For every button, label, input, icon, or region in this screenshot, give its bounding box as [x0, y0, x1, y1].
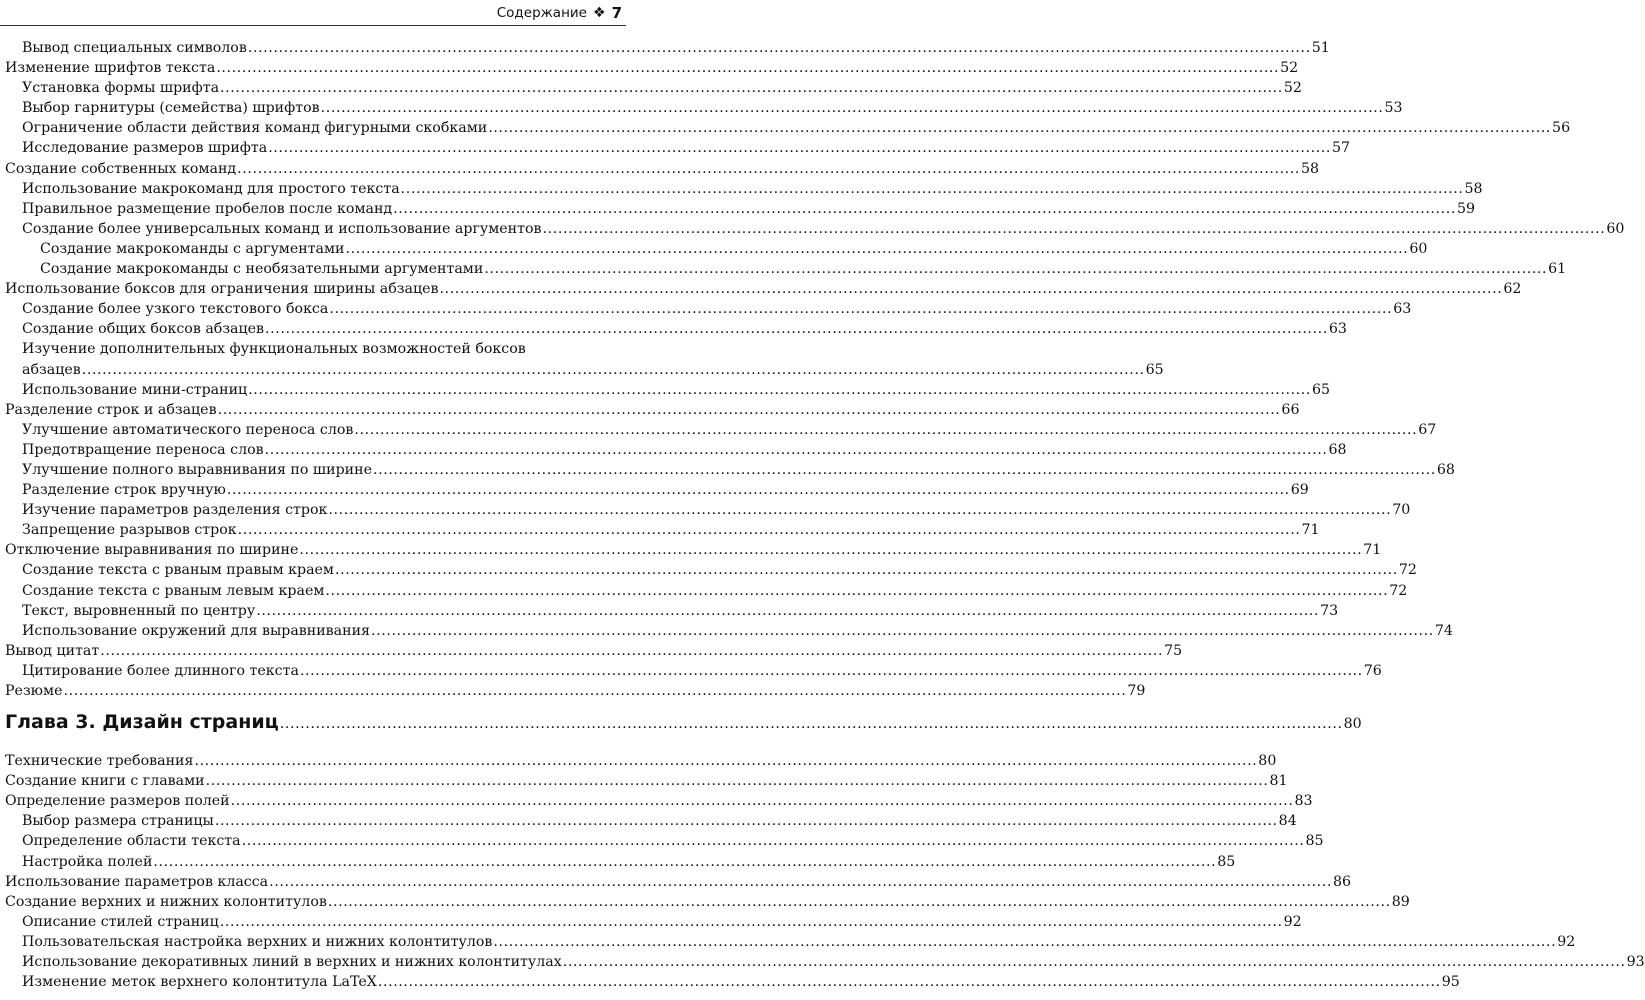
toc-entry-text: Текст, выровненный по центру — [22, 602, 256, 619]
toc-entry[interactable] — [5, 159, 1320, 179]
toc-entry-page: 67 — [1418, 421, 1437, 438]
toc-entry-page: 60 — [1409, 240, 1428, 257]
toc-entry-page: 68 — [1436, 461, 1455, 478]
toc-entry[interactable] — [5, 380, 1331, 400]
toc-entry[interactable] — [5, 560, 1417, 580]
toc-entry-page: 74 — [1434, 622, 1453, 639]
toc-leader-dots — [329, 299, 1392, 319]
toc-leader-dots — [237, 159, 1300, 179]
toc-entry-page: 93 — [1626, 954, 1645, 971]
toc-entry-page: 72 — [1398, 562, 1417, 579]
toc-leader-dots — [335, 560, 1398, 580]
toc-entry-page: 73 — [1320, 602, 1339, 619]
toc-entry[interactable] — [5, 500, 1411, 520]
toc-leader-dots — [216, 58, 1279, 78]
toc-leader-dots — [242, 831, 1305, 851]
toc-entry-page: 84 — [1278, 813, 1297, 830]
toc-entry-page: 52 — [1280, 60, 1299, 77]
toc-entry-text: Установка формы шрифта — [22, 80, 220, 97]
toc-entry-page: 85 — [1217, 853, 1236, 870]
toc-leader-dots — [280, 716, 1343, 732]
toc-entry-text: Создание верхних и нижних колонтитулов — [5, 893, 327, 910]
toc-entry[interactable] — [5, 932, 1576, 952]
toc-entry-page: 83 — [1294, 793, 1313, 810]
toc-leader-dots — [194, 751, 1257, 771]
toc-entry-text-line2: абзацев — [22, 361, 81, 378]
toc-entry-text: Улучшение полного выравнивания по ширине — [22, 461, 372, 478]
toc-leader-dots — [153, 852, 1216, 872]
chapter-title: Глава 3. Дизайн страниц — [5, 711, 279, 734]
toc-leader-dots — [206, 771, 1269, 791]
toc-leader-dots — [373, 460, 1436, 480]
toc-entry-wrapped[interactable] — [5, 339, 1164, 379]
toc-entry[interactable] — [5, 601, 1339, 621]
toc-entry-text: Создание более узкого текстового бокса — [22, 301, 329, 318]
toc-entry-page: 71 — [1301, 522, 1320, 539]
toc-entry-text: Использование окружений для выравнивания — [22, 622, 370, 639]
toc-entry-page: 92 — [1557, 933, 1576, 950]
toc-chapter-heading[interactable] — [5, 711, 1362, 739]
toc-leader-dots — [354, 420, 1417, 440]
toc-entry-text: Разделение строк и абзацев — [5, 401, 217, 418]
toc-entry-page: 66 — [1281, 401, 1300, 418]
toc-entry[interactable] — [5, 38, 1330, 58]
toc-entry[interactable] — [5, 78, 1302, 98]
toc-entry-text: Настройка полей — [22, 853, 153, 870]
toc-entry-text: Использование макрокоманд для простого текста — [22, 180, 400, 197]
toc-leader-dots — [238, 520, 1301, 540]
toc-entry-page: 62 — [1503, 281, 1522, 298]
toc-entry-text: Пользовательская настройка верхних и нижних колонтитулов — [22, 933, 493, 950]
toc-leader-dots — [256, 601, 1319, 621]
toc-entry-text: Выбор гарнитуры (семейства) шрифтов — [22, 100, 320, 117]
toc-entry-page: 85 — [1305, 833, 1324, 850]
toc-entry-page: 58 — [1301, 160, 1320, 177]
toc-entry[interactable] — [5, 138, 1351, 158]
toc-entry-text: Создание текста с рваным правым краем — [22, 562, 334, 579]
toc-entry[interactable] — [5, 460, 1455, 480]
toc-group-chapter-2a — [5, 38, 1625, 339]
toc-leader-dots — [543, 219, 1606, 239]
toc-entry[interactable] — [5, 751, 1277, 771]
toc-entry-text: Использование боксов для ограничения ширины абзацев — [5, 281, 439, 298]
toc-entry[interactable] — [5, 811, 1297, 831]
toc-entry-text: Создание макрокоманды с аргументами — [40, 240, 345, 257]
toc-entry-text: Описание стилей страниц — [22, 913, 219, 930]
toc-entry[interactable] — [5, 661, 1382, 681]
toc-entry[interactable] — [5, 58, 1299, 78]
toc-entry-text: Резюме — [5, 683, 63, 699]
toc-entry[interactable] — [5, 641, 1183, 661]
toc-entry-page: 80 — [1258, 753, 1277, 770]
toc-entry[interactable] — [5, 581, 1408, 601]
toc-entry-page: 60 — [1606, 220, 1625, 237]
toc-leader-dots — [231, 791, 1294, 811]
table-of-contents — [5, 38, 1645, 992]
toc-entry-text: Создание собственных команд — [5, 160, 237, 177]
toc-leader-dots — [328, 500, 1391, 520]
toc-entry-text: Отключение выравнивания по ширине — [5, 542, 299, 559]
toc-entry[interactable] — [5, 852, 1236, 872]
toc-entry[interactable] — [5, 540, 1382, 560]
toc-entry[interactable] — [5, 480, 1309, 500]
toc-entry-text: Цитирование более длинного текста — [22, 662, 299, 679]
toc-entry[interactable] — [5, 259, 1567, 279]
toc-leader-dots — [300, 661, 1363, 681]
toc-group-chapter-3 — [5, 751, 1645, 992]
toc-leader-dots — [227, 480, 1290, 500]
toc-entry-text: Исследование размеров шрифта — [22, 140, 268, 157]
toc-entry[interactable] — [5, 831, 1324, 851]
toc-entry-text: Изменение шрифтов текста — [5, 60, 216, 77]
toc-entry[interactable] — [5, 299, 1412, 319]
toc-entry[interactable] — [5, 440, 1347, 460]
toc-entry-page: 95 — [1441, 974, 1460, 991]
toc-entry[interactable] — [5, 791, 1313, 811]
toc-entry-page: 61 — [1548, 261, 1567, 278]
toc-entry-text: Улучшение автоматического переноса слов — [22, 421, 354, 438]
toc-entry[interactable] — [5, 400, 1300, 420]
toc-leader-dots — [393, 199, 1456, 219]
toc-leader-dots — [265, 440, 1328, 460]
toc-leader-dots — [215, 811, 1278, 831]
toc-entry-page: 69 — [1290, 482, 1309, 499]
toc-leader-dots — [220, 78, 1283, 98]
toc-leader-dots — [100, 641, 1163, 661]
toc-leader-dots — [265, 319, 1328, 339]
toc-entry-page: 63 — [1393, 301, 1412, 318]
toc-entry-page: 58 — [1464, 180, 1483, 197]
toc-group-chapter-2b — [5, 380, 1455, 702]
toc-leader-dots — [346, 239, 1409, 259]
separator-icon: ❖ — [593, 5, 606, 21]
toc-leader-dots — [493, 932, 1556, 952]
toc-entry-text: Вывод цитат — [5, 642, 100, 659]
toc-leader-dots — [321, 98, 1384, 118]
toc-leader-dots — [268, 138, 1331, 158]
toc-entry[interactable] — [5, 520, 1320, 540]
toc-entry[interactable] — [5, 771, 1288, 791]
toc-leader-dots — [269, 872, 1332, 892]
toc-entry-page: 71 — [1363, 542, 1382, 559]
toc-entry-page: 79 — [1127, 683, 1146, 699]
toc-entry-text: Технические требования — [5, 753, 194, 770]
section-title: Содержание — [496, 5, 587, 21]
toc-leader-dots — [488, 118, 1551, 138]
toc-entry-text: Создание текста с рваным левым краем — [22, 582, 325, 599]
toc-entry[interactable] — [5, 179, 1483, 199]
toc-entry-text: Определение области текста — [22, 833, 241, 850]
toc-entry-text: Создание более универсальных команд и использование аргументов — [22, 220, 542, 237]
toc-leader-dots — [401, 179, 1464, 199]
toc-entry[interactable] — [5, 420, 1437, 440]
toc-entry-text: Правильное размещение пробелов после команд — [22, 200, 393, 217]
toc-entry-text: Создание книги с главами — [5, 773, 205, 790]
toc-entry-text: Вывод специальных символов — [22, 40, 247, 56]
toc-entry-page: 65 — [1312, 381, 1331, 398]
toc-entry-text: Создание макрокоманды с необязательными аргументами — [40, 261, 484, 278]
toc-leader-dots — [325, 581, 1388, 601]
toc-entry[interactable] — [5, 972, 1460, 992]
running-header — [0, 0, 626, 26]
toc-entry-text: Определение размеров полей — [5, 793, 230, 810]
toc-entry[interactable] — [5, 199, 1476, 219]
toc-entry-text: Использование мини-страниц — [22, 381, 248, 398]
toc-entry-text: Предотвращение переноса слов — [22, 441, 264, 458]
toc-entry-page: 89 — [1391, 893, 1410, 910]
toc-entry-text: Использование параметров класса — [5, 873, 269, 890]
toc-entry[interactable] — [5, 872, 1352, 892]
toc-entry-page: 57 — [1332, 140, 1351, 157]
toc-leader-dots — [378, 972, 1441, 992]
page-number: 7 — [611, 4, 622, 22]
toc-leader-dots — [563, 952, 1626, 972]
toc-entry[interactable] — [5, 319, 1347, 339]
toc-entry-text: Выбор размера страницы — [22, 813, 214, 830]
toc-entry[interactable] — [5, 118, 1571, 138]
chapter-page: 80 — [1343, 716, 1362, 733]
toc-entry[interactable] — [5, 912, 1302, 932]
toc-entry[interactable] — [5, 279, 1522, 299]
toc-entry-text: Ограничение области действия команд фигурными скобками — [22, 120, 488, 137]
toc-entry-page: 56 — [1552, 120, 1571, 137]
toc-entry-page: 65 — [1145, 361, 1164, 378]
toc-leader-dots — [248, 380, 1311, 400]
toc-entry-page: 76 — [1363, 662, 1382, 679]
toc-entry-page: 63 — [1328, 321, 1347, 338]
toc-entry-page: 68 — [1328, 441, 1347, 458]
toc-entry-text: Запрещение разрывов строк — [22, 522, 237, 539]
toc-entry[interactable] — [5, 681, 1146, 701]
toc-leader-dots — [439, 279, 1502, 299]
toc-entry-page: 81 — [1269, 773, 1288, 790]
toc-entry-text: Разделение строк вручную — [22, 482, 226, 499]
toc-leader-dots — [218, 400, 1281, 420]
toc-entry[interactable] — [5, 239, 1428, 259]
toc-entry[interactable] — [5, 892, 1410, 912]
toc-entry-page: 59 — [1456, 200, 1476, 217]
toc-entry-page: 75 — [1164, 642, 1183, 659]
toc-entry-text: Создание общих боксов абзацев — [22, 321, 265, 338]
toc-entry-page: 86 — [1333, 873, 1352, 890]
toc-entry-page: 72 — [1389, 582, 1408, 599]
toc-entry[interactable] — [5, 952, 1645, 972]
toc-leader-dots — [371, 621, 1434, 641]
toc-leader-dots — [63, 681, 1126, 701]
toc-entry-text: Изменение меток верхнего колонтитула LaTeX — [22, 974, 377, 991]
toc-leader-dots — [484, 259, 1547, 279]
toc-entry[interactable] — [5, 621, 1453, 641]
toc-leader-dots — [248, 38, 1311, 58]
toc-entry[interactable] — [5, 219, 1625, 239]
toc-entry-page: 53 — [1384, 100, 1403, 117]
toc-entry-text-line1: Изучение дополнительных функциональных возможностей боксов — [22, 341, 526, 358]
toc-entry-page: 51 — [1311, 40, 1330, 56]
toc-leader-dots — [82, 360, 1145, 380]
toc-entry-text: Использование декоративных линий в верхних и нижних колонтитулах — [22, 954, 562, 971]
toc-entry-page: 92 — [1283, 913, 1302, 930]
toc-leader-dots — [220, 912, 1283, 932]
toc-entry-page: 52 — [1283, 80, 1302, 97]
toc-leader-dots — [328, 892, 1391, 912]
toc-entry-page: 70 — [1392, 502, 1411, 519]
toc-leader-dots — [299, 540, 1362, 560]
toc-entry[interactable] — [5, 98, 1403, 118]
toc-entry-text: Изучение параметров разделения строк — [22, 502, 328, 519]
